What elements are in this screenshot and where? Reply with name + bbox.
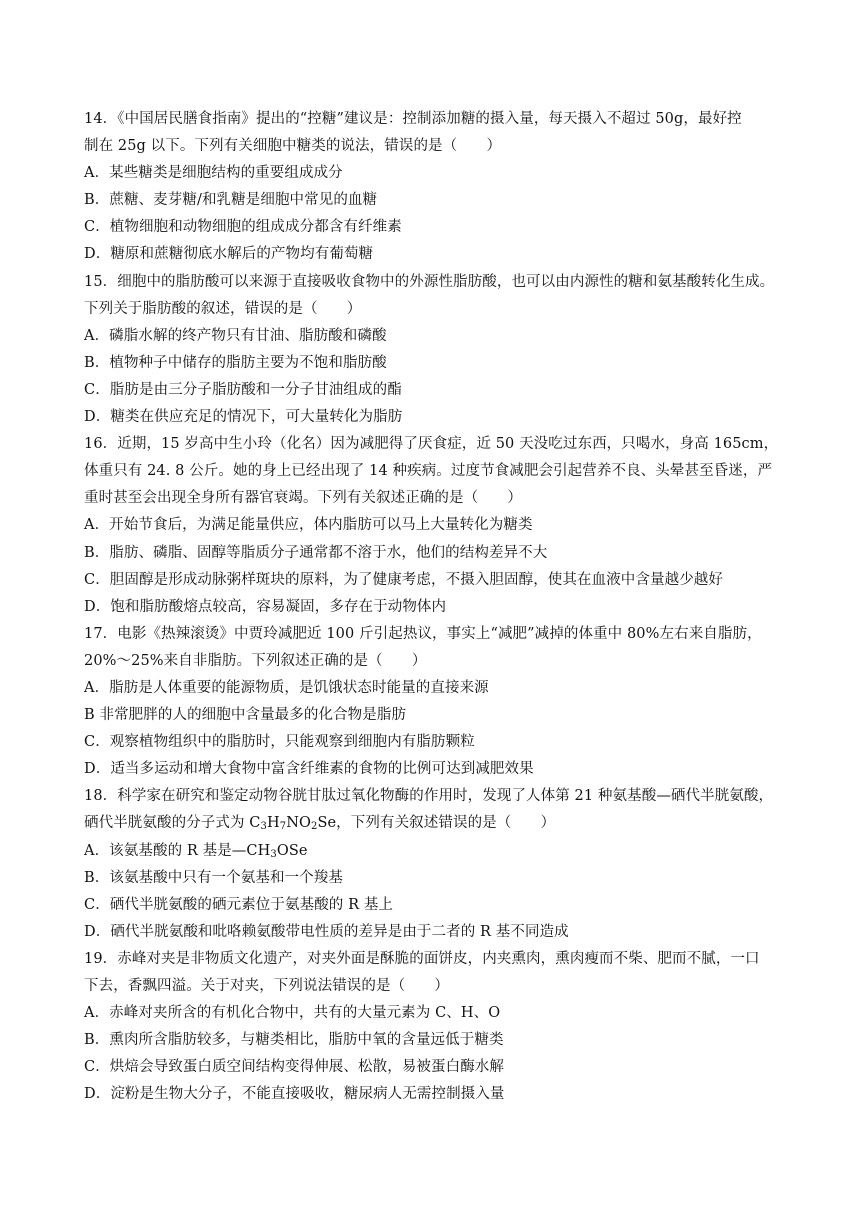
option-b: B．蔗糖、麦芽糖/和乳糖是细胞中常见的血糖 xyxy=(84,192,378,209)
question-stem-line: 重时甚至会出现全身所有器官衰竭。下列有关叙述正确的是（ ） xyxy=(84,490,522,507)
option-a-subscript: 3 xyxy=(270,848,277,860)
question-stem-formula-line xyxy=(84,810,784,837)
option-c: C．硒代半胱氨酸的硒元素位于氨基酸的 R 基上 xyxy=(84,896,394,913)
option-d: D．硒代半胱氨酸和吡咯赖氨酸带电性质的差异是由于二者的 R 基不同造成 xyxy=(84,923,569,940)
formula-subscript: 7 xyxy=(279,821,287,833)
question-stem-line: 体重只有 24. 8 公斤。她的身上已经出现了 14 种疾病。过度节食减肥会引起营养不良、头晕甚至昏迷，严 xyxy=(84,463,773,480)
option-b: B．脂肪、磷脂、固醇等脂质分子通常都不溶于水，他们的结构差异不大 xyxy=(84,544,548,561)
option-b: B．熏肉所含脂肪较多，与糖类相比，脂肪中氧的含量远低于糖类 xyxy=(84,1032,504,1049)
question-15 xyxy=(84,269,784,432)
formula-part: NO xyxy=(286,815,311,832)
option-b: B．植物种子中储存的脂肪主要为不饱和脂肪酸 xyxy=(84,354,387,371)
formula-prefix: 硒代半胱氨酸的分子式为 C xyxy=(84,815,261,832)
question-14 xyxy=(84,106,784,269)
option-a: A．开始节食后，为满足能量供应，体内脂肪可以马上大量转化为糖类 xyxy=(84,517,533,534)
option-d: D．淀粉是生物大分子，不能直接吸收，糖尿病人无需控制摄入量 xyxy=(84,1086,505,1103)
question-16 xyxy=(84,431,784,621)
option-a: A．某些糖类是细胞结构的重要组成成分 xyxy=(84,165,343,182)
option-b: B．该氨基酸中只有一个氨基和一个羧基 xyxy=(84,869,343,886)
question-18 xyxy=(84,783,784,946)
option-a xyxy=(84,838,784,865)
option-d: D．饱和脂肪酸熔点较高，容易凝固，多存在于动物体内 xyxy=(84,598,447,615)
option-c: C．胆固醇是形成动脉粥样斑块的原料，为了健康考虑，不摄入胆固醇，使其在血液中含量越少越好 xyxy=(84,571,723,588)
option-b: B 非常肥胖的人的细胞中含量最多的化合物是脂肪 xyxy=(84,707,407,724)
formula-subscript: 2 xyxy=(310,821,318,833)
question-17 xyxy=(84,621,784,784)
question-19 xyxy=(84,946,784,1109)
formula-part: H xyxy=(266,815,280,832)
question-stem-line: 15．细胞中的脂肪酸可以来源于直接吸收食物中的外源性脂肪酸，也可以由内源性的糖和氨基酸转化生成。 xyxy=(84,273,775,290)
question-list xyxy=(84,106,784,1108)
option-a: A．赤峰对夹所含的有机化合物中，共有的大量元素为 C、H、O xyxy=(84,1005,501,1022)
question-stem-line: 下列关于脂肪酸的叙述，错误的是（ ） xyxy=(84,300,362,317)
question-stem-line: 下去，香飘四溢。关于对夹，下列说法错误的是（ ） xyxy=(84,978,449,994)
question-stem-line: 14．《中国居民膳食指南》提出的“控糖”建议是：控制添加糖的摄入量，每天摄入不超过 50g，最好控 xyxy=(84,111,742,127)
question-stem-line: 18．科学家在研究和鉴定动物谷胱甘肽过氧化物酶的作用时，发现了人体第 21 种氨基酸—硒代半胱氨酸， xyxy=(84,788,774,805)
option-a: A．脂肪是人体重要的能源物质，是饥饿状态时能量的直接来源 xyxy=(84,679,489,696)
option-c: C．观察植物组织中的脂肪时，只能观察到细胞内有脂肪颗粒 xyxy=(84,734,475,751)
option-c: C．植物细胞和动物细胞的组成成分都含有纤维素 xyxy=(84,219,402,236)
question-stem-line: 制在 25g 以下。下列有关细胞中糖类的说法，错误的是（ ） xyxy=(84,138,502,155)
option-d: D．适当多运动和增大食物中富含纤维素的食物的比例可达到减肥效果 xyxy=(84,761,534,778)
option-c: C．烘焙会导致蛋白质空间结构变得伸展、松散，易被蛋白酶水解 xyxy=(84,1059,504,1076)
question-stem-line: 19．赤峰对夹是非物质文化遗产，对夹外面是酥脆的面饼皮，内夹熏肉，熏肉瘦而不柴、肥而不腻，一口 xyxy=(84,950,760,967)
formula-subscript: 3 xyxy=(260,821,267,833)
question-stem-line: 17．电影《热辣滚烫》中贾玲减肥近 100 斤引起热议，事实上“减肥”减掉的体重中 80%左右来自脂肪， xyxy=(84,625,762,642)
question-stem-line: 20%～25%来自非脂肪。下列叙述正确的是（ ） xyxy=(84,652,427,669)
option-d: D．糖原和蔗糖彻底水解后的产物均有葡萄糖 xyxy=(84,246,374,263)
option-d: D．糖类在供应充足的情况下，可大量转化为脂肪 xyxy=(84,409,403,426)
formula-suffix: Se，下列有关叙述错误的是（ ） xyxy=(317,815,556,832)
option-a-suffix: OSe xyxy=(276,842,308,859)
question-stem-line: 16．近期，15 岁高中生小玲（化名）因为减肥得了厌食症，近 50 天没吃过东西，只喝水，身高 165cm， xyxy=(84,436,779,453)
option-a-prefix: A．该氨基酸的 R 基是—CH xyxy=(84,842,271,859)
option-c: C．脂肪是由三分子脂肪酸和一分子甘油组成的酯 xyxy=(84,381,402,398)
option-a: A．磷脂水解的终产物只有甘油、脂肪酸和磷酸 xyxy=(84,327,387,344)
